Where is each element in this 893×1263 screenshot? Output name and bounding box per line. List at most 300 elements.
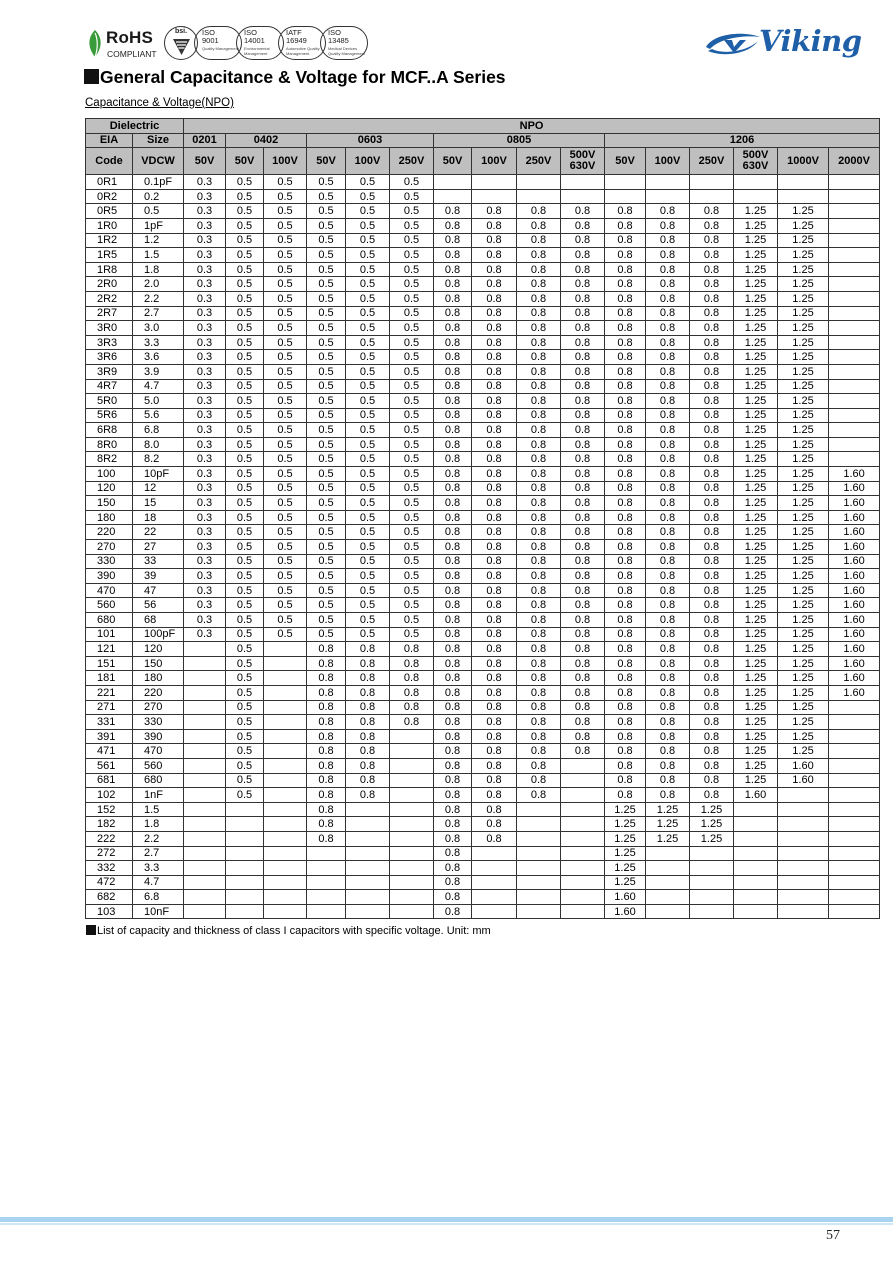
- viking-swoosh-icon: [704, 29, 764, 59]
- thickness-cell: [346, 802, 390, 817]
- thickness-cell: 0.5: [226, 233, 264, 248]
- thickness-cell: 0.8: [605, 685, 646, 700]
- thickness-cell: 0.8: [517, 540, 561, 555]
- capacitance-cell: 6.8: [133, 890, 184, 905]
- cert-line3: Quality Management: [202, 46, 239, 51]
- thickness-cell: 0.3: [184, 189, 226, 204]
- thickness-cell: [646, 890, 690, 905]
- thickness-cell: 0.8: [434, 715, 472, 730]
- thickness-cell: [561, 846, 605, 861]
- thickness-cell: [390, 831, 434, 846]
- thickness-cell: 1.25: [778, 408, 829, 423]
- dielectric-label: Dielectric: [86, 119, 184, 134]
- eia-code-cell: 472: [86, 875, 133, 890]
- thickness-cell: 0.8: [690, 218, 734, 233]
- thickness-cell: 0.5: [264, 408, 307, 423]
- thickness-cell: 0.8: [605, 554, 646, 569]
- thickness-cell: 0.3: [184, 321, 226, 336]
- thickness-cell: 0.3: [184, 364, 226, 379]
- thickness-cell: 0.8: [307, 729, 346, 744]
- thickness-cell: 0.5: [307, 540, 346, 555]
- thickness-cell: 0.8: [472, 335, 517, 350]
- thickness-cell: 0.8: [434, 408, 472, 423]
- thickness-cell: 0.8: [517, 788, 561, 803]
- square-bullet-icon: [84, 69, 99, 84]
- bsi-badge: [164, 26, 198, 60]
- thickness-cell: 0.8: [605, 306, 646, 321]
- thickness-cell: [472, 175, 517, 190]
- thickness-cell: 0.5: [307, 569, 346, 584]
- thickness-cell: 0.5: [226, 554, 264, 569]
- thickness-cell: [829, 189, 880, 204]
- thickness-cell: 0.5: [226, 277, 264, 292]
- thickness-cell: 1.25: [778, 554, 829, 569]
- table-row: [86, 306, 880, 321]
- size-0402: 0402: [226, 133, 307, 148]
- thickness-cell: 0.8: [605, 335, 646, 350]
- cert-line1: ISO: [244, 28, 257, 37]
- rohs-subtitle: COMPLIANT: [107, 49, 157, 59]
- thickness-cell: [184, 744, 226, 759]
- thickness-cell: 0.5: [346, 583, 390, 598]
- rohs-title: RoHS: [106, 28, 154, 47]
- thickness-cell: 1.25: [605, 861, 646, 876]
- table-row: [86, 583, 880, 598]
- cert-line1: ISO: [328, 28, 341, 37]
- thickness-cell: 1.25: [734, 685, 778, 700]
- thickness-cell: 0.5: [307, 496, 346, 511]
- thickness-cell: 0.8: [472, 744, 517, 759]
- thickness-cell: 0.8: [690, 613, 734, 628]
- thickness-cell: 1.25: [778, 218, 829, 233]
- thickness-cell: 0.8: [690, 364, 734, 379]
- thickness-cell: 0.8: [605, 525, 646, 540]
- thickness-cell: [690, 189, 734, 204]
- table-row: [86, 262, 880, 277]
- page-title: [84, 67, 506, 88]
- thickness-cell: 0.3: [184, 408, 226, 423]
- thickness-cell: 0.5: [307, 335, 346, 350]
- thickness-cell: 1.60: [829, 525, 880, 540]
- table-row: [86, 861, 880, 876]
- thickness-cell: 0.5: [226, 510, 264, 525]
- thickness-cell: 0.8: [434, 554, 472, 569]
- thickness-cell: 0.8: [605, 218, 646, 233]
- thickness-cell: 0.8: [690, 350, 734, 365]
- thickness-cell: 0.8: [605, 642, 646, 657]
- thickness-cell: 0.8: [605, 467, 646, 482]
- thickness-cell: 0.8: [472, 467, 517, 482]
- thickness-cell: 0.8: [346, 642, 390, 657]
- thickness-cell: 0.8: [690, 481, 734, 496]
- thickness-cell: 1.25: [778, 248, 829, 263]
- eia-code-cell: 470: [86, 583, 133, 598]
- thickness-cell: [690, 875, 734, 890]
- thickness-cell: 1.25: [734, 248, 778, 263]
- thickness-cell: 0.8: [472, 437, 517, 452]
- page-number: 57: [826, 1228, 840, 1243]
- thickness-cell: 0.8: [561, 613, 605, 628]
- thickness-cell: 0.5: [390, 306, 434, 321]
- thickness-cell: 1.25: [734, 598, 778, 613]
- eia-code-cell: 100: [86, 467, 133, 482]
- thickness-cell: [346, 890, 390, 905]
- thickness-cell: 0.5: [226, 350, 264, 365]
- thickness-cell: 0.3: [184, 496, 226, 511]
- thickness-cell: 0.8: [434, 598, 472, 613]
- thickness-cell: 0.3: [184, 554, 226, 569]
- thickness-cell: [561, 175, 605, 190]
- thickness-cell: 1.25: [734, 758, 778, 773]
- thickness-cell: [346, 904, 390, 919]
- cert-iso-13485: [320, 26, 368, 60]
- thickness-cell: 0.8: [690, 656, 734, 671]
- thickness-cell: 0.8: [646, 788, 690, 803]
- thickness-cell: 0.5: [346, 540, 390, 555]
- thickness-cell: 0.8: [605, 613, 646, 628]
- thickness-cell: 0.5: [264, 437, 307, 452]
- thickness-cell: [829, 452, 880, 467]
- thickness-cell: 0.3: [184, 598, 226, 613]
- thickness-cell: 0.8: [472, 291, 517, 306]
- thickness-cell: 0.5: [390, 423, 434, 438]
- thickness-cell: 0.8: [605, 248, 646, 263]
- thickness-cell: 0.3: [184, 248, 226, 263]
- thickness-cell: 0.8: [346, 715, 390, 730]
- thickness-cell: 0.5: [390, 467, 434, 482]
- thickness-cell: 0.8: [390, 685, 434, 700]
- thickness-cell: 0.8: [434, 540, 472, 555]
- thickness-cell: [734, 875, 778, 890]
- thickness-cell: 0.8: [517, 350, 561, 365]
- thickness-cell: 0.5: [264, 613, 307, 628]
- thickness-cell: 1.25: [778, 642, 829, 657]
- thickness-cell: 1.25: [734, 569, 778, 584]
- thickness-cell: 0.8: [517, 379, 561, 394]
- thickness-cell: 0.8: [517, 715, 561, 730]
- table-row: [86, 204, 880, 219]
- thickness-cell: 0.8: [434, 262, 472, 277]
- thickness-cell: [829, 758, 880, 773]
- thickness-cell: 1.25: [734, 613, 778, 628]
- thickness-cell: 1.25: [734, 700, 778, 715]
- thickness-cell: 0.8: [517, 656, 561, 671]
- thickness-cell: [264, 685, 307, 700]
- thickness-cell: 0.8: [690, 321, 734, 336]
- thickness-cell: 0.5: [390, 627, 434, 642]
- eia-code-cell: 3R0: [86, 321, 133, 336]
- capacitance-cell: 2.0: [133, 277, 184, 292]
- thickness-cell: [561, 890, 605, 905]
- size-0603: 0603: [307, 133, 434, 148]
- eia-code-cell: 5R6: [86, 408, 133, 423]
- thickness-cell: 0.8: [690, 233, 734, 248]
- eia-code-cell: 102: [86, 788, 133, 803]
- thickness-cell: 0.8: [605, 627, 646, 642]
- thickness-cell: [184, 817, 226, 832]
- thickness-cell: 0.5: [226, 481, 264, 496]
- capacitance-cell: 12: [133, 481, 184, 496]
- thickness-cell: 0.5: [307, 364, 346, 379]
- thickness-cell: [829, 861, 880, 876]
- thickness-cell: 0.8: [517, 233, 561, 248]
- thickness-cell: 0.3: [184, 218, 226, 233]
- thickness-cell: 0.5: [346, 496, 390, 511]
- thickness-cell: 0.8: [517, 452, 561, 467]
- thickness-cell: 0.8: [472, 379, 517, 394]
- thickness-cell: [226, 890, 264, 905]
- thickness-cell: 0.3: [184, 452, 226, 467]
- thickness-cell: 0.5: [390, 569, 434, 584]
- thickness-cell: [829, 846, 880, 861]
- thickness-cell: 0.8: [690, 510, 734, 525]
- thickness-cell: 0.5: [346, 452, 390, 467]
- eia-code-cell: 0R1: [86, 175, 133, 190]
- thickness-cell: 0.8: [517, 642, 561, 657]
- capacitance-cell: 10pF: [133, 467, 184, 482]
- thickness-cell: 0.8: [561, 423, 605, 438]
- thickness-cell: 1.25: [778, 204, 829, 219]
- thickness-cell: 0.8: [472, 233, 517, 248]
- thickness-cell: 0.5: [307, 452, 346, 467]
- thickness-cell: 0.5: [307, 598, 346, 613]
- capacitance-cell: 1nF: [133, 788, 184, 803]
- thickness-cell: 1.25: [734, 496, 778, 511]
- thickness-cell: 0.5: [390, 496, 434, 511]
- capacitance-cell: 1.5: [133, 802, 184, 817]
- thickness-cell: [734, 846, 778, 861]
- thickness-cell: 0.8: [605, 452, 646, 467]
- thickness-cell: [226, 817, 264, 832]
- thickness-cell: 0.5: [226, 452, 264, 467]
- thickness-cell: 0.8: [307, 656, 346, 671]
- thickness-cell: 0.8: [517, 598, 561, 613]
- thickness-cell: 0.5: [346, 437, 390, 452]
- thickness-cell: 1.25: [778, 525, 829, 540]
- table-row: [86, 364, 880, 379]
- thickness-cell: [517, 189, 561, 204]
- thickness-cell: 1.25: [734, 744, 778, 759]
- thickness-cell: 0.8: [517, 394, 561, 409]
- capacitance-cell: 100pF: [133, 627, 184, 642]
- bsi-label: bsi.: [174, 28, 188, 35]
- size-0805: 0805: [434, 133, 605, 148]
- thickness-cell: [264, 904, 307, 919]
- thickness-cell: 0.8: [561, 437, 605, 452]
- thickness-cell: [829, 715, 880, 730]
- thickness-cell: 0.8: [346, 685, 390, 700]
- thickness-cell: 0.8: [390, 700, 434, 715]
- thickness-cell: 0.8: [434, 904, 472, 919]
- thickness-cell: 1.25: [778, 729, 829, 744]
- thickness-cell: 0.5: [307, 204, 346, 219]
- thickness-cell: 0.8: [561, 321, 605, 336]
- thickness-cell: 0.3: [184, 394, 226, 409]
- table-row: [86, 321, 880, 336]
- thickness-cell: 0.5: [346, 291, 390, 306]
- thickness-cell: 0.3: [184, 627, 226, 642]
- thickness-cell: 0.8: [434, 437, 472, 452]
- thickness-cell: 0.8: [472, 452, 517, 467]
- thickness-cell: [829, 248, 880, 263]
- thickness-cell: 1.25: [646, 831, 690, 846]
- thickness-cell: 0.8: [307, 758, 346, 773]
- thickness-cell: 0.8: [307, 744, 346, 759]
- thickness-cell: [517, 861, 561, 876]
- thickness-cell: [561, 758, 605, 773]
- eia-code-cell: 1R2: [86, 233, 133, 248]
- thickness-cell: 0.8: [472, 773, 517, 788]
- eia-label: EIA: [86, 133, 133, 148]
- thickness-cell: [184, 715, 226, 730]
- eia-code-cell: 390: [86, 569, 133, 584]
- thickness-cell: 1.25: [734, 656, 778, 671]
- thickness-cell: 0.8: [605, 364, 646, 379]
- thickness-cell: [226, 861, 264, 876]
- thickness-cell: 0.5: [346, 569, 390, 584]
- thickness-cell: [472, 875, 517, 890]
- thickness-cell: [264, 744, 307, 759]
- thickness-cell: 0.8: [561, 204, 605, 219]
- thickness-cell: 1.25: [778, 700, 829, 715]
- thickness-cell: 1.25: [605, 846, 646, 861]
- capacitance-cell: 120: [133, 642, 184, 657]
- thickness-cell: [734, 831, 778, 846]
- thickness-cell: [517, 846, 561, 861]
- eia-code-cell: 180: [86, 510, 133, 525]
- capacitance-cell: 2.7: [133, 846, 184, 861]
- thickness-cell: 0.8: [690, 423, 734, 438]
- thickness-cell: 0.8: [690, 277, 734, 292]
- thickness-cell: 0.5: [346, 306, 390, 321]
- thickness-cell: 0.8: [646, 598, 690, 613]
- thickness-cell: [517, 175, 561, 190]
- capacitance-cell: 47: [133, 583, 184, 598]
- thickness-cell: 0.8: [434, 569, 472, 584]
- thickness-cell: 0.3: [184, 379, 226, 394]
- thickness-cell: 0.5: [390, 554, 434, 569]
- thickness-cell: 1.25: [778, 467, 829, 482]
- thickness-cell: 0.5: [390, 452, 434, 467]
- thickness-cell: 0.5: [226, 715, 264, 730]
- thickness-cell: 0.8: [472, 510, 517, 525]
- thickness-cell: 0.5: [346, 467, 390, 482]
- thickness-cell: 1.25: [734, 452, 778, 467]
- table-row: [86, 685, 880, 700]
- size-0201: 0201: [184, 133, 226, 148]
- thickness-cell: [778, 861, 829, 876]
- thickness-cell: [829, 321, 880, 336]
- square-bullet-icon: [86, 925, 96, 935]
- thickness-cell: [472, 189, 517, 204]
- thickness-cell: 0.8: [561, 598, 605, 613]
- dielectric-value: NPO: [184, 119, 880, 134]
- thickness-cell: 0.8: [646, 744, 690, 759]
- thickness-cell: 1.25: [778, 233, 829, 248]
- eia-code-cell: 2R2: [86, 291, 133, 306]
- capacitance-cell: 0.2: [133, 189, 184, 204]
- thickness-cell: 1.25: [734, 583, 778, 598]
- thickness-cell: [829, 890, 880, 905]
- cert-line2: 16949: [286, 36, 307, 45]
- thickness-cell: 0.8: [434, 817, 472, 832]
- table-subtitle: Capacitance & Voltage(NPO): [85, 97, 234, 109]
- thickness-cell: 0.5: [264, 335, 307, 350]
- capacitance-cell: 1.8: [133, 817, 184, 832]
- thickness-cell: 1.60: [605, 904, 646, 919]
- thickness-cell: 0.8: [561, 554, 605, 569]
- thickness-cell: 1.25: [734, 525, 778, 540]
- thickness-cell: [561, 817, 605, 832]
- thickness-cell: 0.8: [472, 831, 517, 846]
- voltage-header: 250V: [517, 148, 561, 175]
- thickness-cell: 0.5: [346, 335, 390, 350]
- thickness-cell: 1.25: [734, 554, 778, 569]
- eia-code-cell: 5R0: [86, 394, 133, 409]
- capacitance-cell: 560: [133, 758, 184, 773]
- thickness-cell: 0.8: [434, 525, 472, 540]
- thickness-cell: 0.8: [434, 758, 472, 773]
- thickness-cell: 0.3: [184, 350, 226, 365]
- thickness-cell: [264, 671, 307, 686]
- table-row: [86, 437, 880, 452]
- thickness-cell: 0.8: [434, 218, 472, 233]
- thickness-cell: 0.5: [226, 613, 264, 628]
- thickness-cell: 0.5: [346, 423, 390, 438]
- thickness-cell: 0.8: [434, 321, 472, 336]
- capacitance-cell: 470: [133, 744, 184, 759]
- thickness-cell: [264, 758, 307, 773]
- thickness-cell: 1.25: [734, 350, 778, 365]
- thickness-cell: 0.8: [517, 306, 561, 321]
- thickness-cell: 0.8: [690, 642, 734, 657]
- eia-code-cell: 181: [86, 671, 133, 686]
- thickness-cell: 0.8: [472, 525, 517, 540]
- thickness-cell: [184, 788, 226, 803]
- eia-code-cell: 1R8: [86, 262, 133, 277]
- thickness-cell: 0.8: [472, 817, 517, 832]
- thickness-cell: 0.5: [390, 335, 434, 350]
- thickness-cell: 0.8: [434, 627, 472, 642]
- thickness-cell: 0.8: [390, 715, 434, 730]
- thickness-cell: 0.8: [346, 788, 390, 803]
- thickness-cell: [829, 904, 880, 919]
- thickness-cell: [390, 729, 434, 744]
- capacitance-cell: 4.7: [133, 875, 184, 890]
- thickness-cell: 1.25: [605, 831, 646, 846]
- thickness-cell: [829, 291, 880, 306]
- thickness-cell: 0.8: [307, 831, 346, 846]
- thickness-cell: 0.8: [517, 744, 561, 759]
- thickness-cell: 0.5: [307, 306, 346, 321]
- thickness-cell: 0.8: [605, 671, 646, 686]
- thickness-cell: 0.8: [517, 729, 561, 744]
- thickness-cell: 0.5: [264, 423, 307, 438]
- thickness-cell: 0.3: [184, 510, 226, 525]
- thickness-cell: 0.8: [434, 890, 472, 905]
- table-row: [86, 394, 880, 409]
- thickness-cell: [778, 875, 829, 890]
- thickness-cell: 0.8: [472, 583, 517, 598]
- thickness-cell: 0.8: [690, 437, 734, 452]
- cert-line3: Automotive Quality Management: [286, 46, 320, 56]
- thickness-cell: 0.8: [605, 583, 646, 598]
- thickness-cell: 0.8: [517, 335, 561, 350]
- thickness-cell: 0.3: [184, 335, 226, 350]
- thickness-cell: 0.8: [472, 423, 517, 438]
- thickness-cell: 0.8: [434, 642, 472, 657]
- cert-iatf-16949: [278, 26, 326, 60]
